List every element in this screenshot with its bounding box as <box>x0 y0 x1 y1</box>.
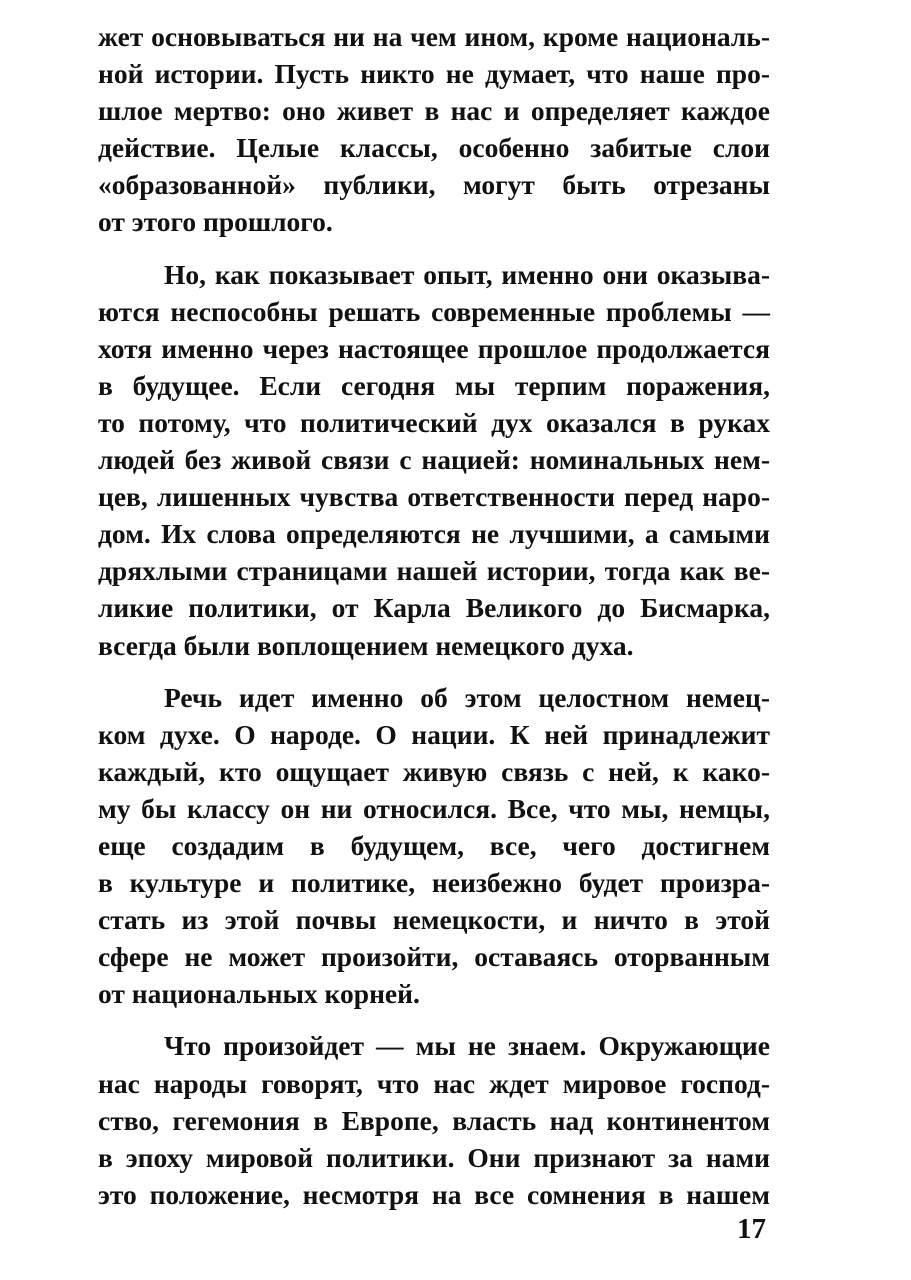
text-line: ство, гегемония в Европе, власть над континентом <box>98 1104 770 1136</box>
text-line: ликие политики, от Карла Великого до Бисмарка, <box>98 592 770 624</box>
text-line: всегда были воплощением немецкого духа. <box>98 629 634 661</box>
text-line: Речь идет именно об этом целостном немец- <box>164 681 770 713</box>
text-line: от национальных корней. <box>98 978 420 1010</box>
paragraph-3 <box>98 679 770 1013</box>
text-line: стать из этой почвы немецкости, и ничто в этой <box>98 904 770 936</box>
text-line: шлое мертво: оно живет в нас и определяет каждое <box>98 95 770 127</box>
text-line: ной истории. Пусть никто не думает, что наше про- <box>98 58 770 90</box>
text-line: дряхлыми страницами нашей истории, тогда как ве- <box>98 555 770 587</box>
text-line: действие. Целые классы, особенно забитые слои <box>98 132 770 164</box>
text-line: в будущее. Если сегодня мы терпим поражения, <box>98 369 770 401</box>
text-line: Что произойдет — мы не знаем. Окружающие <box>164 1030 770 1062</box>
text-line: еще создадим в будущем, все, чего достигнем <box>98 829 770 861</box>
text-line: «образованной» публики, могут быть отрезаны <box>98 169 770 201</box>
text-line: нас народы говорят, что нас ждет мировое господ- <box>98 1067 770 1099</box>
text-line: ются неспособны решать современные проблемы — <box>98 295 770 327</box>
text-line: му бы классу он ни относился. Все, что мы, немцы, <box>98 792 770 824</box>
paragraph-1 <box>98 18 770 241</box>
text-line: это положение, несмотря на все сомнения в нашем <box>98 1178 770 1210</box>
text-line: дом. Их слова определяются не лучшими, а самыми <box>98 518 770 550</box>
text-line: ком духе. О народе. О нации. К ней принадлежит <box>98 718 770 750</box>
paragraph-2 <box>98 256 770 664</box>
text-line: цев, лишенных чувства ответственности перед наро- <box>98 481 770 513</box>
text-line: то потому, что политический дух оказался в руках <box>98 406 770 438</box>
text-line: Но, как показывает опыт, именно они оказыва- <box>164 258 770 290</box>
body-text <box>98 18 770 1228</box>
page-number: 17 <box>737 1213 766 1245</box>
text-line: хотя именно через настоящее прошлое продолжается <box>98 332 770 364</box>
text-line: в эпоху мировой политики. Они признают за нами <box>98 1141 770 1173</box>
text-line: каждый, кто ощущает живую связь с ней, к како- <box>98 755 770 787</box>
text-line: людей без живой связи с нацией: номинальных нем- <box>98 444 770 476</box>
text-line: жет основываться ни на чем ином, кроме националь- <box>98 21 770 52</box>
text-line: от этого прошлого. <box>98 206 333 238</box>
text-line: в культуре и политике, неизбежно будет произра- <box>98 867 770 899</box>
text-line: сфере не может произойти, оставаясь оторванным <box>98 941 770 973</box>
paragraph-4 <box>98 1027 770 1212</box>
